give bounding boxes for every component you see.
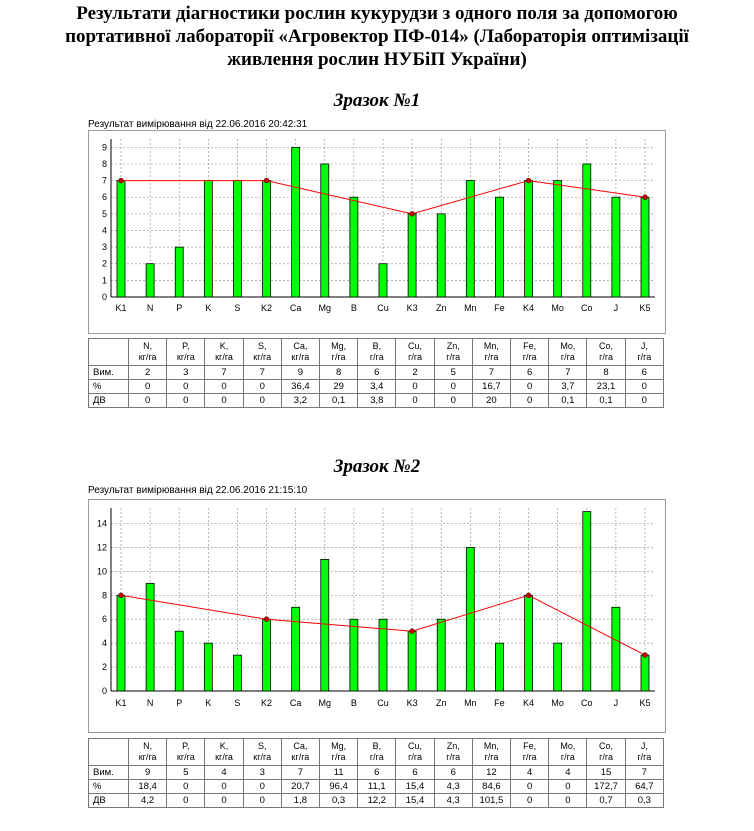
table-cell: 1,8	[281, 794, 319, 808]
control-point	[410, 211, 415, 216]
table-cell: 0,3	[320, 794, 358, 808]
table-header-row	[89, 739, 664, 766]
bar-K2	[263, 181, 271, 297]
table-header-cell: K, кг/га	[205, 339, 243, 366]
table-cell: 9	[281, 366, 319, 380]
x-tick-label: N	[146, 303, 154, 313]
bar-K5	[641, 197, 649, 297]
control-point	[264, 617, 269, 622]
table-cell: 0,1	[549, 394, 587, 408]
table-cell: 4,3	[434, 780, 472, 794]
table-row-label: %	[89, 780, 129, 794]
x-tick-label: K	[205, 698, 212, 708]
table-cell: 0	[511, 794, 549, 808]
bar-Co	[583, 164, 591, 297]
x-tick-label: K3	[406, 303, 418, 313]
x-tick-label: B	[350, 698, 357, 708]
x-tick-label: Co	[581, 698, 593, 708]
table-cell: 29	[320, 380, 358, 394]
y-tick-label: 12	[96, 542, 107, 553]
table-header-cell: J, г/га	[625, 739, 663, 766]
bar-K5	[641, 655, 649, 691]
table-header-cell: S, кг/га	[243, 339, 281, 366]
y-tick-label: 2	[101, 662, 107, 673]
y-tick-label: 6	[101, 614, 107, 625]
table-header-cell: Fe, г/га	[511, 339, 549, 366]
y-tick-label: 5	[101, 208, 107, 219]
table-cell: 0,7	[587, 794, 625, 808]
table-header-cell: Mg, г/га	[320, 339, 358, 366]
table-cell: 0	[434, 380, 472, 394]
y-tick-label: 9	[101, 142, 107, 153]
x-tick-label: Fe	[494, 698, 505, 708]
x-tick-label: Mo	[551, 303, 564, 313]
table-header-row	[89, 339, 664, 366]
x-tick-label: Fe	[494, 303, 505, 313]
table-cell: 0	[243, 380, 281, 394]
table-cell: 4	[511, 766, 549, 780]
heading-line-2: портативної лабораторії «Агровектор ПФ-014» (Лабораторія оптимізації	[65, 26, 689, 47]
table-cell: 3,4	[358, 380, 396, 394]
bar-Mg	[321, 559, 329, 691]
bar-J	[612, 197, 620, 297]
table-header-cell: N, кг/га	[129, 739, 167, 766]
table-cell: 0	[396, 380, 434, 394]
y-tick-label: 3	[101, 242, 107, 253]
table-cell: 0,1	[320, 394, 358, 408]
x-tick-label: K2	[261, 698, 273, 708]
table-cell: 101,5	[472, 794, 510, 808]
table-row	[89, 366, 664, 380]
table-header-cell: Mo, г/га	[549, 339, 587, 366]
y-tick-label: 14	[96, 518, 107, 529]
table-cell: 0	[129, 380, 167, 394]
bar-K1	[117, 595, 125, 691]
table-cell: 84,6	[472, 780, 510, 794]
table-cell: 0	[549, 794, 587, 808]
y-tick-label: 7	[101, 175, 107, 186]
x-tick-label: Ca	[289, 698, 302, 708]
table-cell: 12	[472, 766, 510, 780]
bar-K1	[117, 181, 125, 297]
y-tick-label: 4	[101, 225, 107, 236]
sample-2-chart	[89, 500, 665, 732]
table-header-cell: Mn, г/га	[472, 739, 510, 766]
table-header-cell: Ca, кг/га	[281, 739, 319, 766]
bar-Mo	[554, 643, 562, 691]
table-cell: 6	[511, 366, 549, 380]
table-header-cell: Mn, г/га	[472, 339, 510, 366]
bar-J	[612, 607, 620, 691]
x-tick-label: Mn	[464, 698, 477, 708]
table-cell: 7	[281, 766, 319, 780]
sample-2-title: Зразок №2	[333, 456, 421, 477]
sample-2-table	[88, 738, 664, 808]
table-cell: 0	[243, 394, 281, 408]
x-tick-label: P	[176, 698, 183, 708]
table-header-cell: Cu, г/га	[396, 339, 434, 366]
table-cell: 0	[625, 394, 663, 408]
table-row-label: Вим.	[89, 766, 129, 780]
table-cell: 6	[625, 366, 663, 380]
x-tick-label: K4	[523, 698, 535, 708]
bar-K3	[408, 214, 416, 297]
table-cell: 0	[167, 794, 205, 808]
bar-Co	[583, 512, 591, 691]
control-point	[526, 593, 531, 598]
table-cell: 20	[472, 394, 510, 408]
bar-Mo	[554, 181, 562, 297]
control-point	[119, 178, 124, 183]
x-tick-label: K2	[261, 303, 273, 313]
bar-B	[350, 619, 358, 691]
bar-Ca	[292, 607, 300, 691]
table-cell: 0	[549, 780, 587, 794]
bar-N	[146, 264, 154, 297]
table-row-label: ДВ	[89, 794, 129, 808]
table-header-cell: Co, г/га	[587, 339, 625, 366]
table-cell: 6	[434, 766, 472, 780]
table-header-cell: Zn, г/га	[434, 739, 472, 766]
y-tick-label: 6	[101, 192, 107, 203]
table-row	[89, 780, 664, 794]
table-cell: 0	[205, 380, 243, 394]
table-cell: 7	[472, 366, 510, 380]
bar-B	[350, 197, 358, 297]
x-tick-label: Mo	[551, 698, 564, 708]
bar-K3	[408, 631, 416, 691]
x-tick-label: Cu	[377, 698, 389, 708]
sample-1-title: Зразок №1	[333, 90, 421, 111]
table-header-cell: Mo, г/га	[549, 739, 587, 766]
table-cell: 11,1	[358, 780, 396, 794]
table-cell: 0	[205, 780, 243, 794]
x-tick-label: J	[613, 698, 619, 708]
table-row-label: %	[89, 380, 129, 394]
x-tick-label: K1	[115, 303, 127, 313]
y-tick-label: 8	[101, 158, 107, 169]
x-tick-label: Co	[581, 303, 593, 313]
table-row	[89, 794, 664, 808]
table-header-cell: P, кг/га	[167, 339, 205, 366]
table-cell: 0	[511, 780, 549, 794]
table-header-cell: S, кг/га	[243, 739, 281, 766]
table-header-cell: Ca, кг/га	[281, 339, 319, 366]
table-corner-cell	[89, 739, 129, 766]
table-cell: 11	[320, 766, 358, 780]
control-point	[526, 178, 531, 183]
bar-Mg	[321, 164, 329, 297]
y-tick-label: 4	[101, 638, 107, 649]
table-cell: 12,2	[358, 794, 396, 808]
table-cell: 0	[243, 794, 281, 808]
bar-K4	[525, 181, 533, 297]
x-tick-label: S	[234, 303, 241, 313]
page-heading	[0, 2, 754, 71]
x-tick-label: K4	[523, 303, 535, 313]
x-tick-label: J	[613, 303, 619, 313]
table-cell: 7	[625, 766, 663, 780]
table-cell: 8	[320, 366, 358, 380]
y-tick-label: 10	[96, 566, 107, 577]
control-point	[643, 653, 648, 658]
table-cell: 0	[129, 394, 167, 408]
table-header-cell: N, кг/га	[129, 339, 167, 366]
sample-2-caption: Результат вимірювання від 22.06.2016 21:15:10	[88, 485, 308, 496]
x-tick-label: P	[176, 303, 183, 313]
table-row	[89, 394, 664, 408]
sample-1-table	[88, 338, 664, 408]
table-cell: 6	[358, 366, 396, 380]
heading-line-3: живлення рослин НУБіП України)	[227, 49, 527, 70]
table-row	[89, 766, 664, 780]
y-tick-label: 8	[101, 590, 107, 601]
bar-Cu	[379, 619, 387, 691]
sample-1-caption: Результат вимірювання від 22.06.2016 20:42:31	[88, 119, 308, 130]
bar-Ca	[292, 147, 300, 297]
bar-Zn	[437, 619, 445, 691]
bar-Zn	[437, 214, 445, 297]
control-point	[264, 178, 269, 183]
table-cell: 0	[511, 394, 549, 408]
x-tick-label: Zn	[435, 698, 447, 708]
table-cell: 7	[549, 366, 587, 380]
table-cell: 15,4	[396, 780, 434, 794]
table-cell: 5	[434, 366, 472, 380]
table-cell: 4,3	[434, 794, 472, 808]
table-cell: 0	[625, 380, 663, 394]
bar-K	[204, 643, 212, 691]
table-cell: 3,2	[281, 394, 319, 408]
table-cell: 0,1	[587, 394, 625, 408]
table-header-cell: J, г/га	[625, 339, 663, 366]
x-tick-label: K	[205, 303, 212, 313]
table-cell: 23,1	[587, 380, 625, 394]
table-header-cell: B, г/га	[358, 339, 396, 366]
table-header-cell: Co, г/га	[587, 739, 625, 766]
table-cell: 0	[167, 780, 205, 794]
table-header-cell: P, кг/га	[167, 739, 205, 766]
y-tick-label: 2	[101, 258, 107, 269]
bar-P	[175, 247, 183, 297]
table-cell: 0	[396, 394, 434, 408]
x-tick-label: K5	[639, 303, 651, 313]
table-row	[89, 380, 664, 394]
table-cell: 6	[396, 766, 434, 780]
table-cell: 0	[167, 394, 205, 408]
sample-1-chart-frame	[88, 130, 666, 334]
table-cell: 15,4	[396, 794, 434, 808]
table-header-cell: B, г/га	[358, 739, 396, 766]
x-tick-label: K3	[406, 698, 418, 708]
x-tick-label: Mg	[318, 698, 332, 708]
y-tick-label: 1	[101, 275, 107, 286]
sample-1-chart	[89, 131, 665, 333]
bar-S	[233, 655, 241, 691]
table-cell: 7	[205, 366, 243, 380]
table-cell: 64,7	[625, 780, 663, 794]
x-tick-label: Mg	[318, 303, 332, 313]
table-cell: 4	[205, 766, 243, 780]
table-cell: 3	[167, 366, 205, 380]
table-cell: 4	[549, 766, 587, 780]
table-cell: 0,3	[625, 794, 663, 808]
table-corner-cell	[89, 339, 129, 366]
bar-Cu	[379, 264, 387, 297]
control-point	[643, 195, 648, 200]
bar-P	[175, 631, 183, 691]
bar-Mn	[466, 547, 474, 691]
bar-S	[233, 181, 241, 297]
table-cell: 2	[129, 366, 167, 380]
x-tick-label: K5	[639, 698, 651, 708]
table-cell: 172,7	[587, 780, 625, 794]
table-cell: 96,4	[320, 780, 358, 794]
table-row-label: Вим.	[89, 366, 129, 380]
table-cell: 20,7	[281, 780, 319, 794]
table-cell: 9	[129, 766, 167, 780]
table-cell: 15	[587, 766, 625, 780]
bar-K4	[525, 595, 533, 691]
table-cell: 8	[587, 366, 625, 380]
table-header-cell: K, кг/га	[205, 739, 243, 766]
table-header-cell: Zn, г/га	[434, 339, 472, 366]
y-tick-label: 0	[101, 292, 107, 302]
table-cell: 3	[243, 766, 281, 780]
table-cell: 2	[396, 366, 434, 380]
table-cell: 6	[358, 766, 396, 780]
y-tick-label: 0	[101, 686, 107, 696]
table-cell: 7	[243, 366, 281, 380]
table-cell: 3,7	[549, 380, 587, 394]
x-tick-label: K1	[115, 698, 127, 708]
table-header-cell: Mg, г/га	[320, 739, 358, 766]
bar-Fe	[495, 643, 503, 691]
table-header-cell: Cu, г/га	[396, 739, 434, 766]
table-row-label: ДВ	[89, 394, 129, 408]
x-tick-label: Cu	[377, 303, 389, 313]
table-cell: 16,7	[472, 380, 510, 394]
bar-Fe	[495, 197, 503, 297]
x-tick-label: Mn	[464, 303, 477, 313]
table-cell: 0	[434, 394, 472, 408]
table-cell: 5	[167, 766, 205, 780]
x-tick-label: Zn	[435, 303, 447, 313]
table-cell: 0	[243, 780, 281, 794]
control-point	[410, 629, 415, 634]
control-point	[119, 593, 124, 598]
table-cell: 0	[511, 380, 549, 394]
table-cell: 36,4	[281, 380, 319, 394]
table-cell: 0	[205, 394, 243, 408]
x-tick-label: N	[146, 698, 154, 708]
x-tick-label: B	[350, 303, 357, 313]
table-cell: 4,2	[129, 794, 167, 808]
x-tick-label: Ca	[289, 303, 302, 313]
bar-K2	[263, 619, 271, 691]
table-header-cell: Fe, г/га	[511, 739, 549, 766]
table-cell: 0	[167, 380, 205, 394]
x-tick-label: S	[234, 698, 241, 708]
bar-K	[204, 181, 212, 297]
table-cell: 18,4	[129, 780, 167, 794]
table-cell: 3,8	[358, 394, 396, 408]
table-cell: 0	[205, 794, 243, 808]
sample-2-chart-frame	[88, 499, 666, 733]
heading-line-1: Результати діагностики рослин кукурудзи з одного поля за допомогою	[76, 3, 678, 24]
